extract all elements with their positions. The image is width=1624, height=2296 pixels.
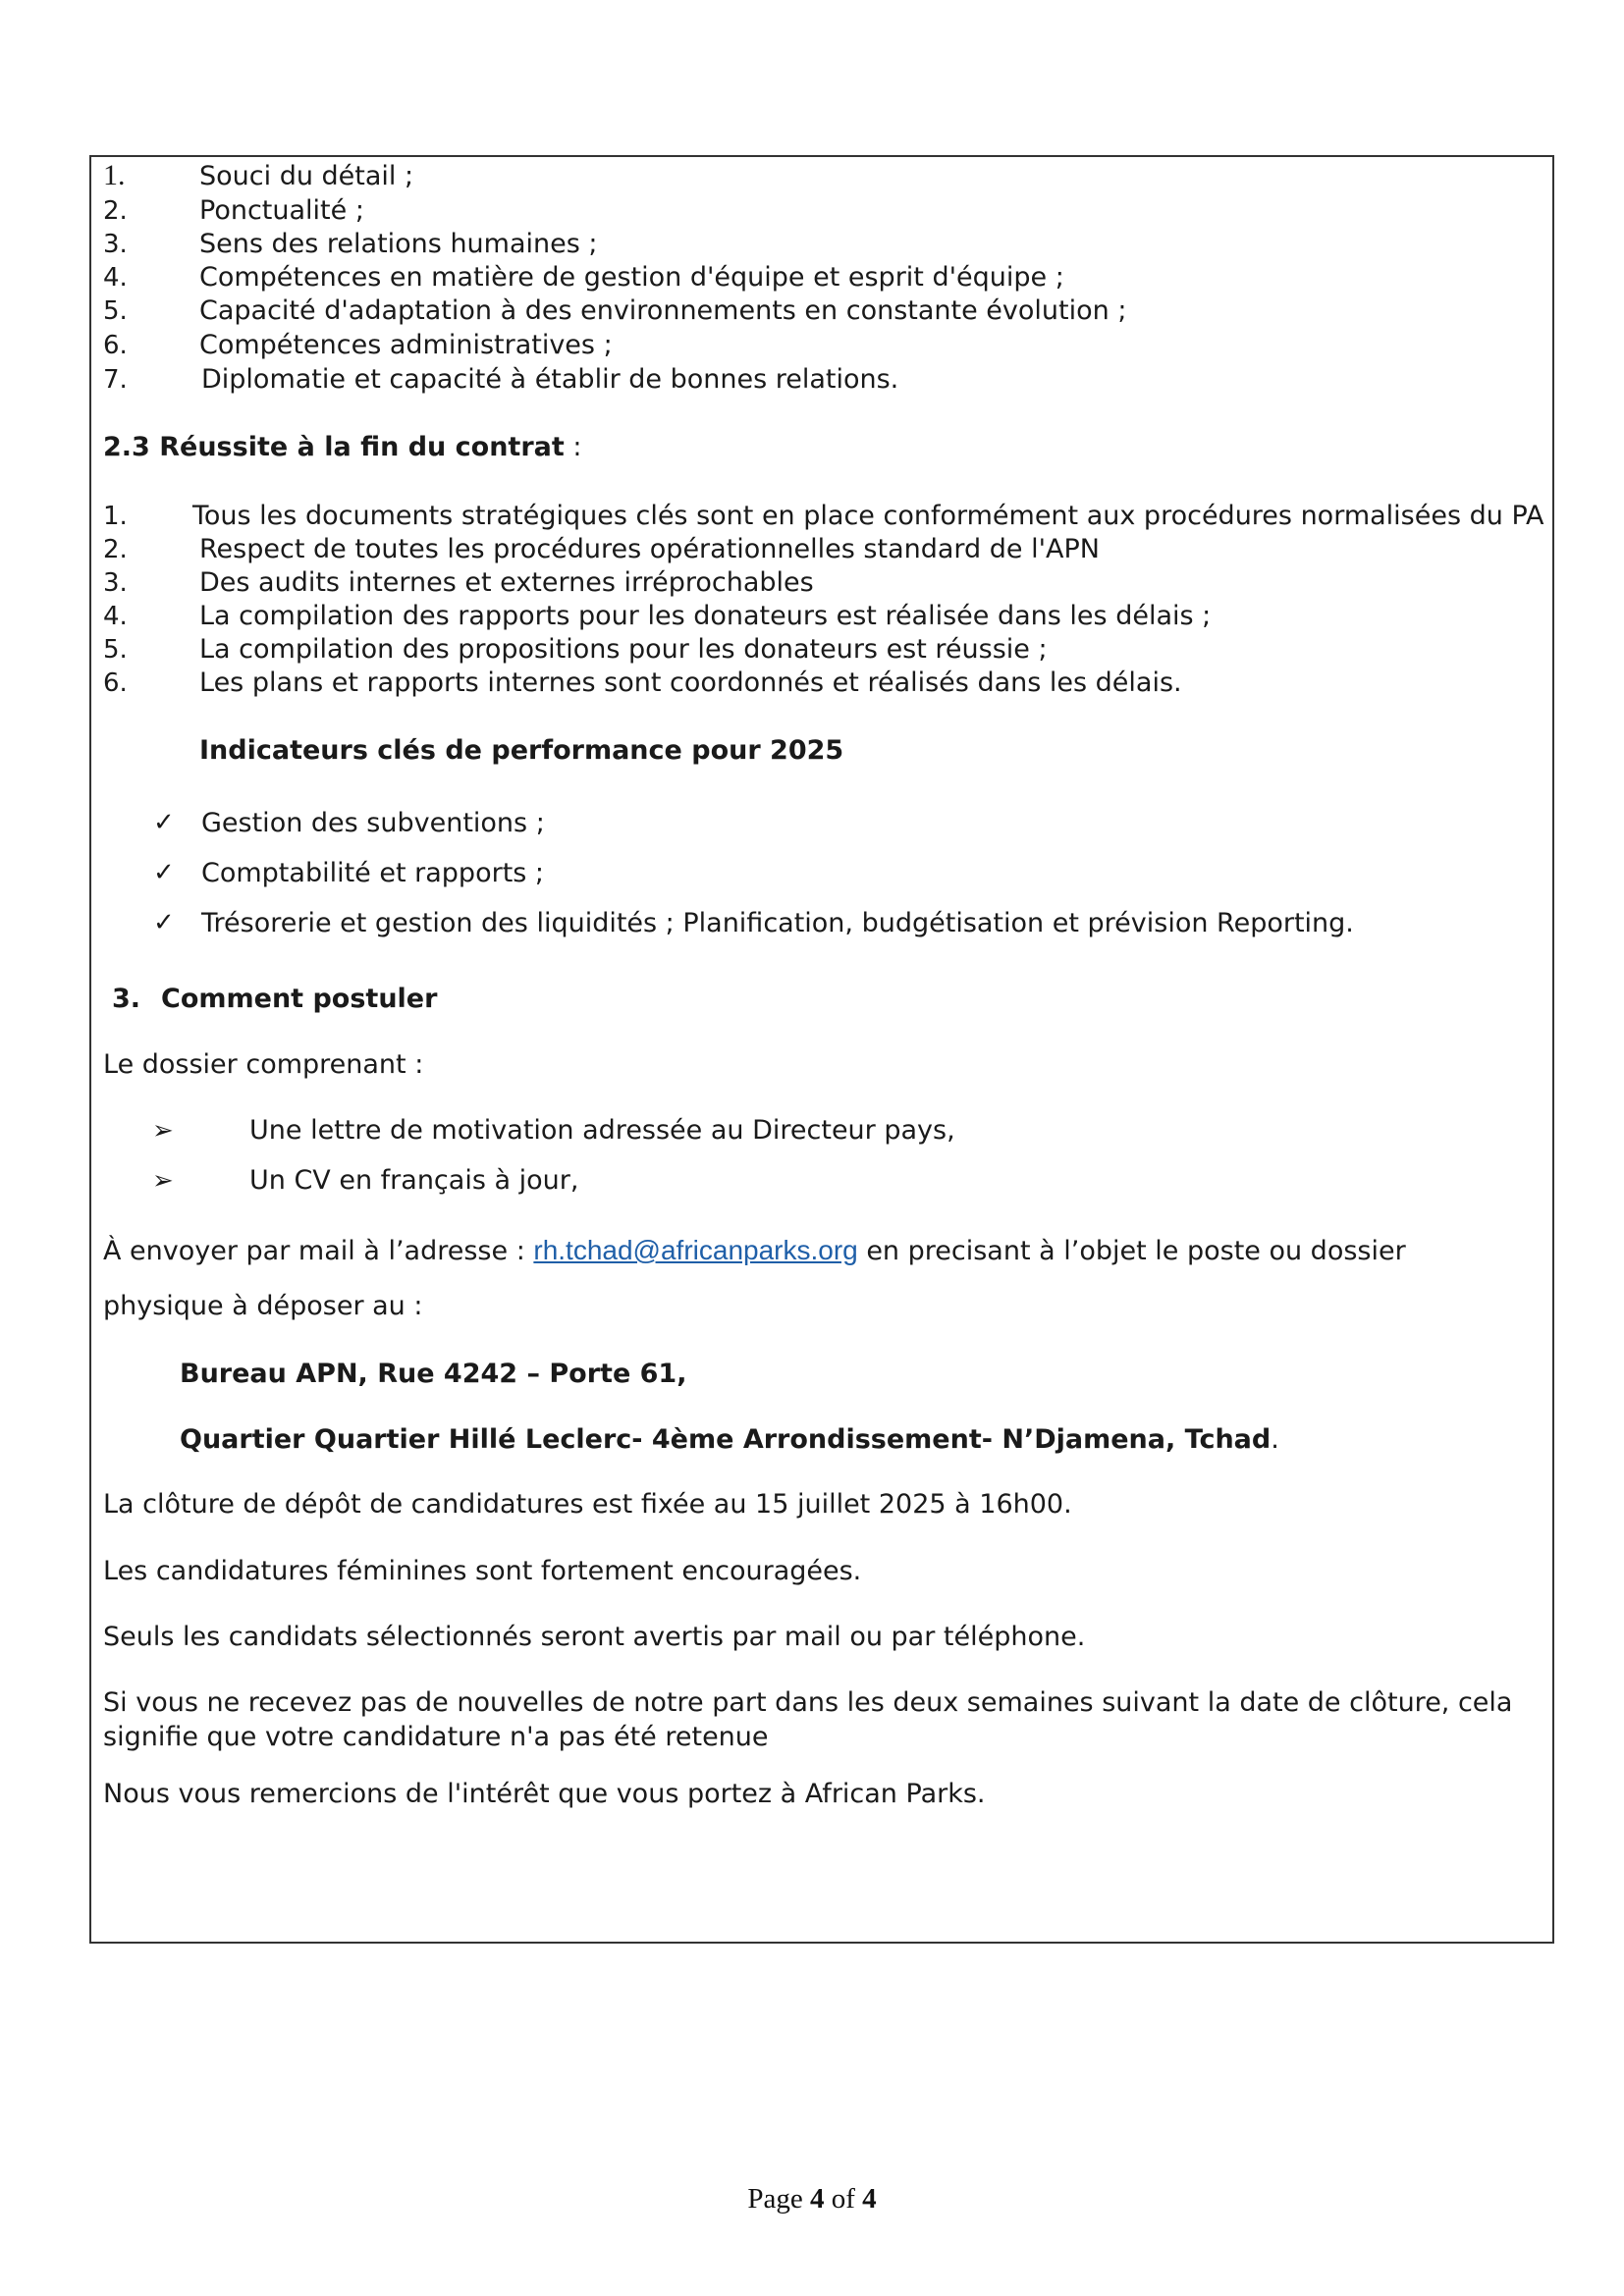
list-number: 2. [103,535,128,564]
page-label: Page [747,2183,803,2215]
check-icon: ✓ [153,808,175,837]
list-item: Compétences administratives ; [199,330,613,360]
women-encouraged-text: Les candidatures féminines sont fortement encouragées. [103,1556,862,1586]
list-item: Compétences en matière de gestion d'équipe et esprit d'équipe ; [199,262,1064,293]
list-item: Capacité d'adaptation à des environnements en constante évolution ; [199,295,1127,326]
list-number: 2. [103,196,128,226]
kpi-item: Trésorerie et gestion des liquidités ; Planification, budgétisation et prévision Reporting. [201,908,1354,938]
list-number: 5. [103,635,128,665]
selected-candidates-text: Seuls les candidats sélectionnés seront avertis par mail ou par téléphone. [103,1622,1086,1652]
deadline-text: La clôture de dépôt de candidatures est fixée au 15 juillet 2025 à 16h00. [103,1489,1072,1520]
list-number: 7. [103,365,128,395]
list-number: 1. [103,502,128,531]
list-item: Tous les documents stratégiques clés sont en place conformément aux procédures normalisées du PA [192,501,1544,531]
apply-doc-item: Un CV en français à jour, [249,1165,579,1196]
address-line1: Bureau APN, Rue 4242 – Porte 61, [180,1359,687,1389]
list-number: 4. [103,263,128,293]
list-number: 6. [103,668,128,698]
apply-intro: Le dossier comprenant : [103,1049,424,1080]
address-line2 [180,1423,1279,1457]
send-instructions [103,1234,1406,1268]
send-suffix: en precisant à l’objet le poste ou dossier [857,1236,1406,1266]
send-prefix: À envoyer par mail à l’adresse : [103,1236,534,1266]
kpi-item: Comptabilité et rapports ; [201,858,545,888]
list-item: Les plans et rapports internes sont coordonnés et réalisés dans les délais. [199,667,1182,698]
page-footer [0,2181,1624,2216]
kpi-heading: Indicateurs clés de performance pour 2025 [199,735,844,766]
check-icon: ✓ [153,908,175,937]
list-item: Souci du détail ; [199,161,414,191]
kpi-item: Gestion des subventions ; [201,808,545,838]
no-news-line2: signifie que votre candidature n'a pas été retenue [103,1722,769,1752]
list-number: 6. [103,331,128,360]
success-heading-text: 2.3 Réussite à la fin du contrat [103,432,565,462]
address-line2-text: Quartier Quartier Hillé Leclerc- 4ème Arrondissement- N’Djamena, Tchad [180,1424,1272,1455]
list-number: 1. [103,159,126,191]
arrow-icon: ➢ [152,1166,174,1196]
success-heading-suffix: : [564,432,582,462]
check-icon: ✓ [153,858,175,887]
page-of: of [831,2183,855,2215]
list-item: La compilation des propositions pour les donateurs est réussie ; [199,634,1048,665]
list-item: La compilation des rapports pour les donateurs est réalisée dans les délais ; [199,601,1212,631]
list-number: 4. [103,602,128,631]
list-item: Ponctualité ; [199,195,364,226]
address-line2-suffix: . [1271,1424,1279,1455]
list-number: 3. [103,230,128,259]
list-item: Diplomatie et capacité à établir de bonnes relations. [201,364,899,395]
no-news-line1: Si vous ne recevez pas de nouvelles de notre part dans les deux semaines suivant la date de clôture, cela [103,1687,1513,1718]
list-item: Sens des relations humaines ; [199,229,598,259]
email-link[interactable]: rh.tchad@africanparks.org [533,1235,858,1265]
success-heading [103,431,581,464]
page-current: 4 [809,2183,825,2215]
list-number: 3. [103,568,128,598]
arrow-icon: ➢ [152,1116,174,1146]
list-number: 5. [103,296,128,326]
apply-doc-item: Une lettre de motivation adressée au Directeur pays, [249,1115,955,1146]
list-item: Des audits internes et externes irréprochables [199,567,814,598]
apply-number: 3. [112,984,141,1014]
send-line2: physique à déposer au : [103,1291,423,1321]
thanks-text: Nous vous remercions de l'intérêt que vous portez à African Parks. [103,1779,986,1809]
apply-heading: Comment postuler [161,984,438,1014]
list-item: Respect de toutes les procédures opérationnelles standard de l'APN [199,534,1100,564]
page-total: 4 [862,2183,877,2215]
